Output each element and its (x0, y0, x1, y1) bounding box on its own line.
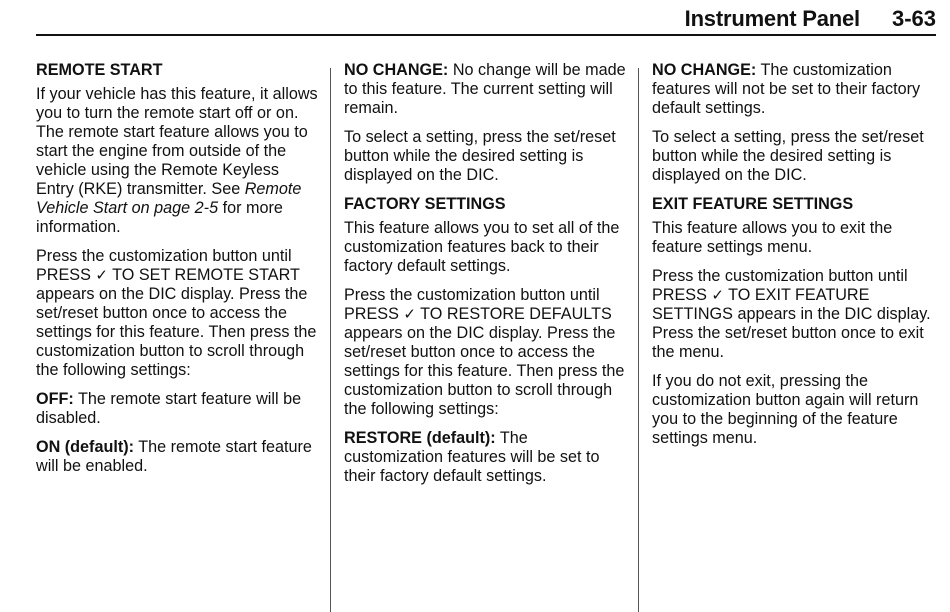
setting-no-change-text: The customization features will not be set to their factory default settings. (652, 61, 921, 117)
setting-off-label: OFF: (36, 390, 74, 408)
column-remote-start (36, 61, 318, 486)
remote-start-intro-paragraph (36, 85, 318, 237)
section-heading-remote-start: REMOTE START (36, 61, 163, 79)
intro-text: If your vehicle has this feature, it allows you to turn the remote start off or on. The remote start feature allows you to start the engine from outside of the vehicle using the Remote Keyless Entry (RKE) transmitter. See (36, 85, 318, 198)
remote-start-instructions-paragraph (36, 247, 318, 380)
instructions-text-end: TO SET REMOTE START appears on the DIC display. Press the set/reset button once to access the settings for this feature. Then press the customization button to scroll through the following settings: (36, 266, 317, 379)
select-setting-paragraph: To select a setting, press the set/reset button while the desired setting is displayed on the DIC. (652, 128, 924, 184)
setting-restore-text: The customization features will be set to their factory default settings. (344, 429, 600, 485)
column-divider-right (638, 68, 639, 612)
select-setting-paragraph: To select a setting, press the set/reset button while the desired setting is displayed on the DIC. (344, 128, 616, 184)
exit-settings-intro-paragraph: This feature allows you to exit the feature settings menu. (652, 219, 893, 256)
intro-text-end: for more information. (36, 199, 283, 236)
setting-no-change-text: No change will be made to this feature. The current setting will remain. (344, 61, 626, 117)
setting-on-label: ON (default): (36, 438, 135, 456)
page-header (36, 4, 936, 36)
checkmark-icon: ✓ (95, 266, 108, 284)
instructions-text-end: TO EXIT FEATURE SETTINGS appears in the DIC display. Press the set/reset button once to exit the menu. (652, 286, 931, 361)
setting-restore-label: RESTORE (default): (344, 429, 496, 447)
cross-reference-remote-vehicle-start: Remote Vehicle Start on page 2-5 (36, 180, 302, 217)
checkmark-icon: ✓ (403, 305, 416, 323)
setting-no-change-paragraph (652, 61, 938, 118)
factory-settings-instructions-paragraph (344, 286, 630, 419)
instructions-text: Press the customization button until PRESS (652, 267, 908, 304)
setting-no-change-label: NO CHANGE: (344, 61, 449, 79)
setting-no-change-label: NO CHANGE: (652, 61, 757, 79)
column-factory-settings (344, 61, 630, 496)
setting-restore-paragraph (344, 429, 630, 486)
instructions-text-end: TO RESTORE DEFAULTS appears on the DIC display. Press the set/reset button once to access the settings for this feature. Then press the customization button to scroll through the following settings: (344, 305, 625, 418)
column-divider-left (330, 68, 331, 612)
section-heading-exit-feature-settings: EXIT FEATURE SETTINGS (652, 195, 854, 213)
setting-no-change-paragraph (344, 61, 630, 118)
setting-on-text: The remote start feature will be enabled. (36, 438, 312, 475)
column-exit-feature-settings (652, 61, 938, 458)
page-number: 3-63 (891, 6, 936, 31)
instructions-text: Press the customization button until PRESS (36, 247, 292, 284)
setting-off-text: The remote start feature will be disabled. (36, 390, 302, 427)
exit-settings-note-paragraph: If you do not exit, pressing the customization button again will return you to the beginning of the feature settings menu. (652, 372, 919, 447)
instructions-text: Press the customization button until PRESS (344, 286, 600, 323)
factory-settings-intro-paragraph: This feature allows you to set all of the customization features back to their factory default settings. (344, 219, 620, 275)
page-title: Instrument Panel (684, 6, 860, 31)
setting-off-paragraph (36, 390, 318, 428)
section-heading-factory-settings: FACTORY SETTINGS (344, 195, 506, 213)
exit-settings-instructions-paragraph (652, 267, 938, 362)
setting-on-paragraph (36, 438, 318, 476)
checkmark-icon: ✓ (711, 286, 724, 304)
